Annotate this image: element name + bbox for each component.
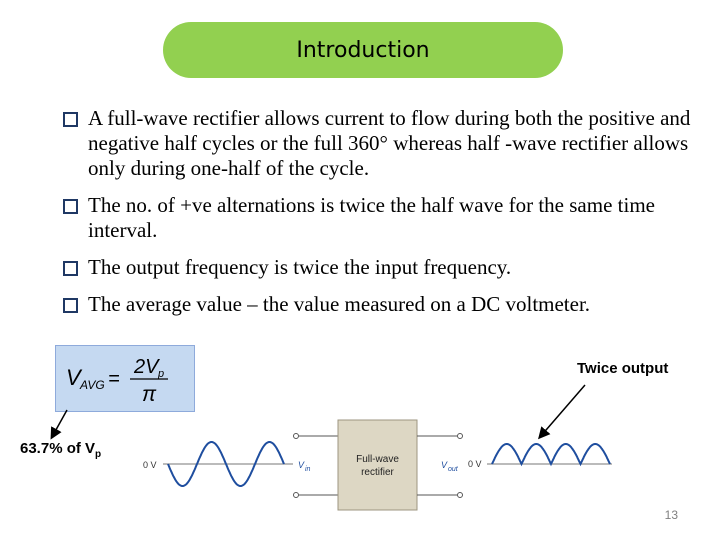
vin-subscript: in [305,466,311,473]
formula-numerator-subscript: p [158,368,165,380]
percent-vp-text: 63.7% of V [20,440,96,457]
bullet-text: A full-wave rectifier allows current to flow during both the positive and negative half cycles or the full 360° whereas half -wave rectifier allows only during one-half of the cycle. [88,106,691,180]
percent-vp-subscript: p [95,449,102,460]
twice-output-label: Twice output [577,360,669,377]
input-zero-volt-label: 0 V [143,460,157,470]
formula-equals: = [108,368,120,390]
twice-output-arrow [540,385,585,437]
formula-lhs: V [66,365,81,390]
page-number: 13 [664,508,678,522]
output-terminal-bottom [458,493,463,498]
output-terminal-top [458,434,463,439]
formula-numerator: 2V [134,356,159,378]
bullet-text: The output frequency is twice the input frequency. [88,255,512,279]
formula-lhs-subscript: AVG [80,378,105,392]
bullet-text: The no. of +ve alternations is twice the half wave for the same time interval. [88,193,655,242]
block-label-line2: rectifier [361,467,394,478]
block-label-line1: Full-wave [356,454,399,465]
full-wave-rectifier-block [338,420,417,510]
input-terminal-bottom [294,493,299,498]
formula-denominator: π [142,383,157,406]
input-terminal-top [294,434,299,439]
bullet-text: The average value – the value measured on a DC voltmeter. [88,292,591,316]
output-rectified-wave [492,444,610,464]
vout-label: V [441,460,448,470]
vin-label: V [298,460,305,470]
vout-subscript: out [448,466,458,473]
output-zero-volt-label: 0 V [468,459,482,469]
percent-vp-arrow [52,410,67,437]
slide-title: Introduction [296,37,430,63]
